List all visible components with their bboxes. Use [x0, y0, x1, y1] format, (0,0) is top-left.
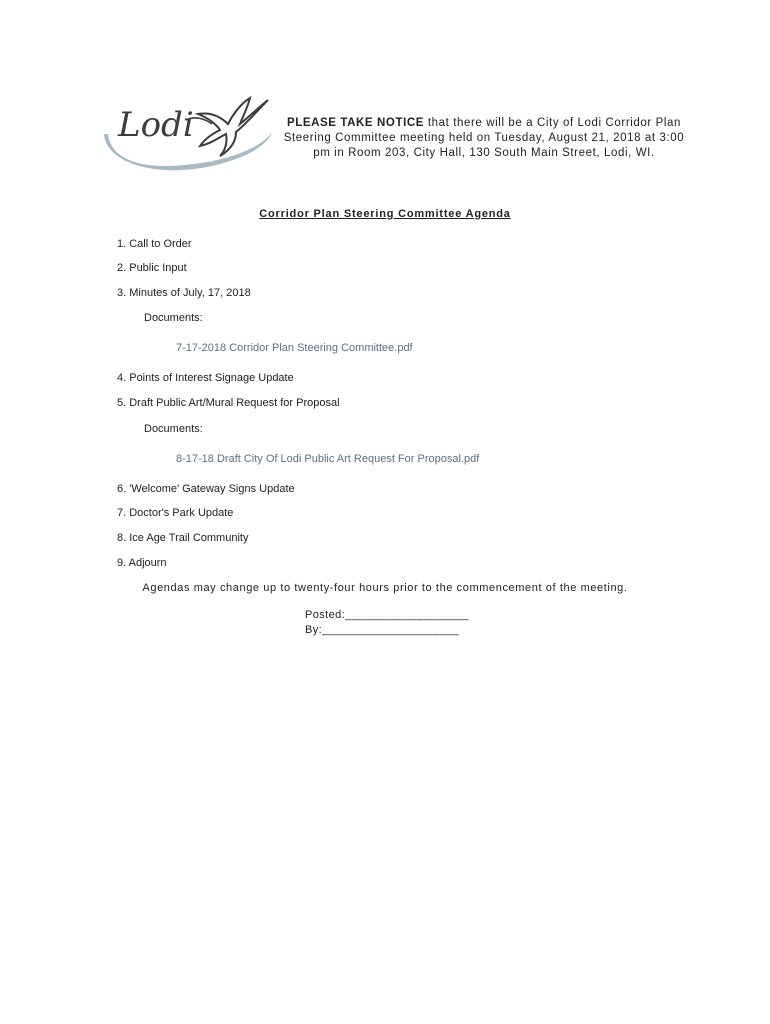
- document-link[interactable]: 7-17-2018 Corridor Plan Steering Committee.pdf: [176, 342, 413, 354]
- agenda-item: 2. Public Input: [117, 262, 187, 274]
- posted-line: Posted:___________________: [305, 609, 469, 621]
- notice-line-3: pm in Room 203, City Hall, 130 South Main Street, Lodi, WI.: [313, 147, 655, 159]
- agenda-title: Corridor Plan Steering Committee Agenda: [259, 208, 511, 220]
- agenda-item: 1. Call to Order: [117, 238, 192, 250]
- agenda-item: 6. 'Welcome' Gateway Signs Update: [117, 483, 295, 495]
- by-line: By:_____________________: [305, 624, 459, 636]
- agenda-item: 9. Adjourn: [117, 557, 167, 569]
- agenda-item: 8. Ice Age Trail Community: [117, 532, 249, 544]
- notice-line-1-rest: that there will be a City of Lodi Corridor Plan: [424, 117, 682, 129]
- notice-line-1: [282, 116, 686, 131]
- lodi-logo: [100, 94, 276, 176]
- agenda-item: 4. Points of Interest Signage Update: [117, 372, 294, 384]
- agenda-change-note: Agendas may change up to twenty-four hours prior to the commencement of the meeting.: [142, 582, 628, 594]
- agenda-item: 5. Draft Public Art/Mural Request for Proposal: [117, 397, 340, 409]
- lodi-wisconsin-logo-graphic: [100, 94, 276, 176]
- documents-label: Documents:: [144, 312, 203, 324]
- notice-bold: PLEASE TAKE NOTICE: [286, 117, 425, 129]
- document-link[interactable]: 8-17-18 Draft City Of Lodi Public Art Request For Proposal.pdf: [176, 453, 480, 465]
- logo-text: Lodi: [118, 105, 194, 145]
- agenda-item: 7. Doctor's Park Update: [117, 507, 234, 519]
- documents-label: Documents:: [144, 423, 203, 435]
- notice-line-2: Steering Committee meeting held on Tuesday, August 21, 2018 at 3:00: [283, 132, 685, 144]
- agenda-item: 3. Minutes of July, 17, 2018: [117, 287, 251, 299]
- meeting-notice: [282, 116, 686, 161]
- logo-subtext: Wisconsin: [152, 151, 214, 165]
